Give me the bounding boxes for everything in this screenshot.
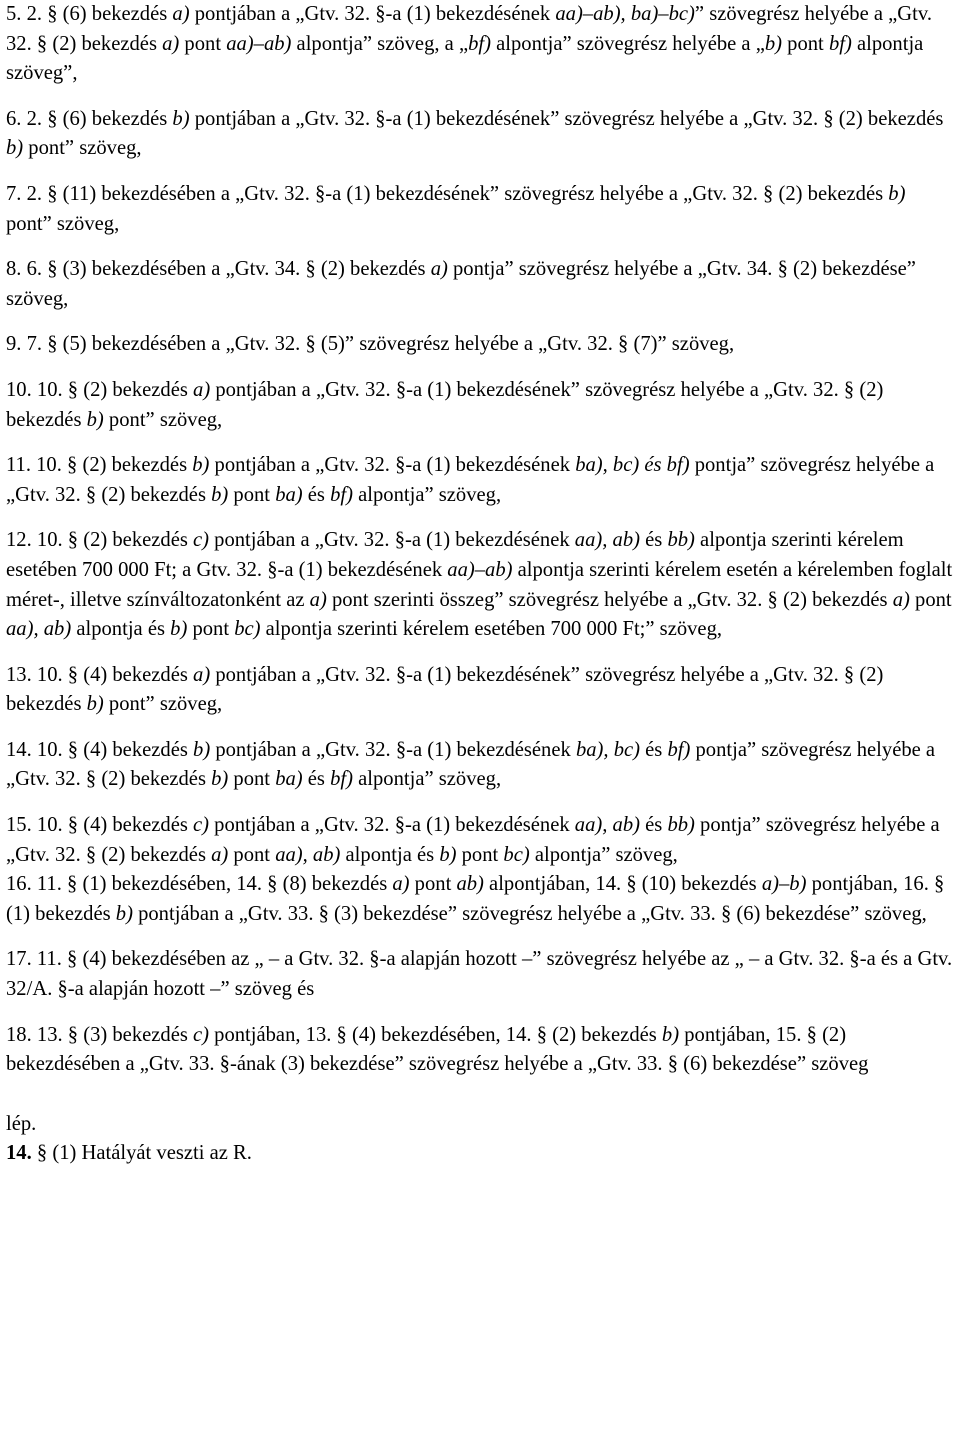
amendment-paragraph bbox=[6, 330, 954, 360]
italic-reference: a) bbox=[193, 378, 211, 401]
paragraph-text: alpontja” szöveg, bbox=[529, 843, 678, 866]
amendment-paragraph bbox=[6, 0, 954, 89]
italic-reference: a) bbox=[392, 873, 410, 896]
italic-reference: c) bbox=[193, 529, 210, 552]
italic-reference: aa)–ab) bbox=[226, 32, 292, 55]
italic-reference: b) bbox=[6, 137, 24, 160]
italic-reference: aa), ab) bbox=[275, 843, 341, 866]
amendment-paragraph bbox=[6, 180, 954, 239]
italic-reference: b) bbox=[211, 483, 229, 506]
paragraph-text: pont” szöveg, bbox=[103, 408, 223, 431]
italic-reference: aa), ab) bbox=[574, 814, 640, 837]
paragraph-text: és bbox=[640, 814, 668, 837]
paragraph-text: pontjában a „Gtv. 32. §-a (1) bekezdésének” szövegrész helyébe a „Gtv. 32. § (2) bekezdés bbox=[189, 107, 944, 130]
paragraph-text: alpontja szerinti kérelem esetében 700 000 Ft;” szöveg, bbox=[260, 618, 723, 641]
paragraph-text: pontjában, 15. § (2) bekezdésében a „Gtv. 33. §-ának (3) bekezdése” szövegrész helyébe a „Gtv. 33. § (6) bekezdése” szöveg bbox=[6, 1023, 869, 1076]
paragraph-text: pontjában a „Gtv. 32. §-a (1) bekezdésének” szövegrész helyébe a „Gtv. 32. § (2) bekezdés bbox=[6, 663, 884, 716]
paragraph-text: 18. 13. § (3) bekezdés bbox=[6, 1023, 194, 1046]
italic-reference: b) bbox=[192, 454, 210, 477]
amendment-paragraph bbox=[6, 811, 954, 870]
italic-reference: aa), ab) bbox=[574, 529, 640, 552]
italic-reference: c) bbox=[193, 814, 210, 837]
paragraph-text: alpontjában, 14. § (10) bekezdés bbox=[483, 873, 762, 896]
paragraph-text: pontjában a „Gtv. 32. §-a (1) bekezdésének bbox=[209, 814, 575, 837]
amendment-paragraph bbox=[6, 736, 954, 795]
italic-reference: aa)–ab) bbox=[447, 558, 513, 581]
paragraph-text: pontja” szövegrész helyébe a „Gtv. 32. § (2) bekezdés bbox=[6, 814, 940, 866]
paragraph-text: pontja” szövegrész helyébe a „Gtv. 32. § (2) bekezdés bbox=[6, 738, 936, 791]
italic-reference: bb) bbox=[667, 529, 695, 552]
paragraph-text: pont szerinti összeg” szövegrész helyébe a „Gtv. 32. § (2) bekezdés bbox=[326, 588, 893, 611]
italic-reference: a) bbox=[430, 258, 448, 281]
paragraph-text: 13. 10. § (4) bekezdés bbox=[6, 663, 194, 686]
italic-reference: b) bbox=[86, 408, 104, 431]
paragraph-text: pont bbox=[228, 768, 276, 791]
amendment-paragraph bbox=[6, 376, 954, 435]
paragraph-text: pont bbox=[909, 588, 952, 611]
paragraph-text: alpontja szerinti kérelem esetén a kérelemben foglalt méret-, illetve színváltozatonként az bbox=[6, 558, 953, 611]
paragraph-text: 7. 2. § (11) bekezdésében a „Gtv. 32. §-a (1) bekezdésének” szövegrész helyébe a „Gtv. 32. § (2) bekezdés bbox=[6, 182, 889, 205]
amendment-paragraph bbox=[6, 451, 954, 510]
paragraph-text: pontja” szövegrész helyébe a „Gtv. 34. § (2) bekezdése” szöveg, bbox=[6, 258, 916, 310]
paragraph-text: alpontja” szövegrész helyébe a „ bbox=[490, 32, 765, 55]
italic-reference: b) bbox=[193, 738, 211, 761]
italic-reference: ba) bbox=[275, 768, 303, 791]
paragraph-text: pont bbox=[409, 873, 457, 896]
paragraph-text: alpontja és bbox=[71, 618, 171, 641]
amendment-paragraph bbox=[6, 945, 954, 1004]
section-text: § (1) Hatályát veszti az R. bbox=[31, 1142, 252, 1165]
italic-reference: aa), ab) bbox=[6, 618, 72, 641]
italic-reference: bb) bbox=[667, 814, 695, 837]
italic-reference: a) bbox=[172, 3, 190, 25]
paragraph-text: ” szövegrész helyébe a „Gtv. 32. § (2) bekezdés bbox=[6, 3, 932, 55]
paragraph-text: pontjában a „Gtv. 32. §-a (1) bekezdésének bbox=[209, 454, 576, 477]
paragraph-text: 14. 10. § (4) bekezdés bbox=[6, 738, 194, 761]
italic-reference: c) bbox=[193, 1023, 210, 1046]
paragraph-text: pont bbox=[228, 483, 276, 506]
paragraph-text: pontjában a „Gtv. 32. §-a (1) bekezdésének bbox=[209, 529, 575, 552]
amendment-paragraph bbox=[6, 105, 954, 164]
italic-reference: bf) bbox=[468, 32, 491, 55]
paragraph-text: pontjában, 13. § (4) bekezdésében, 14. § (2) bekezdés bbox=[209, 1023, 662, 1046]
paragraph-text: 8. 6. § (3) bekezdésében a „Gtv. 34. § (2) bekezdés bbox=[6, 258, 431, 281]
italic-reference: a) bbox=[892, 588, 910, 611]
paragraph-text: 11. 10. § (2) bekezdés bbox=[6, 454, 193, 477]
paragraph-text: alpontja” szöveg, bbox=[352, 483, 502, 506]
paragraph-text: 10. 10. § (2) bekezdés bbox=[6, 378, 194, 401]
paragraph-text: pont bbox=[228, 843, 276, 866]
paragraph-text: pont bbox=[187, 618, 235, 641]
paragraph-text: 6. 2. § (6) bekezdés bbox=[6, 107, 173, 130]
italic-reference: b) bbox=[170, 618, 188, 641]
paragraph-text: alpontja és bbox=[340, 843, 440, 866]
closing-lep: lép. bbox=[6, 1112, 37, 1135]
paragraph-text: és bbox=[302, 483, 331, 506]
paragraph-text: alpontja szerinti kérelem esetében 700 000 Ft; a Gtv. 32. §-a (1) bekezdésének bbox=[6, 529, 904, 581]
italic-reference: b) bbox=[172, 107, 190, 130]
paragraph-text: 17. 11. § (4) bekezdésében az „ – a Gtv. 32. §-a alapján hozott –” szövegrész helyébe az „ – a Gtv. 32. §-a és a Gtv. 32/A. §-a alapján hozott –” szöveg és bbox=[6, 948, 953, 1001]
italic-reference: bc) bbox=[234, 618, 261, 641]
italic-reference: bf) bbox=[330, 768, 353, 791]
italic-reference: b) bbox=[86, 693, 104, 716]
italic-reference: bf) bbox=[667, 738, 691, 761]
italic-reference: ba), bc) bbox=[575, 738, 640, 761]
paragraph-text: és bbox=[640, 529, 668, 552]
paragraph-text: alpontja” szöveg, a „ bbox=[291, 32, 469, 55]
paragraph-text: alpontja” szöveg, bbox=[352, 768, 502, 791]
italic-reference: bf) bbox=[828, 32, 852, 55]
italic-reference: aa)–ab), ba)–bc) bbox=[555, 3, 695, 25]
italic-reference: a) bbox=[193, 663, 211, 686]
paragraph-text: pontjában a „Gtv. 32. §-a (1) bekezdésének bbox=[189, 3, 556, 25]
italic-reference: b) bbox=[888, 182, 906, 205]
paragraph-text: pont bbox=[179, 32, 227, 55]
amendment-paragraph bbox=[6, 526, 954, 644]
amendment-paragraph bbox=[6, 870, 954, 929]
italic-reference: a) bbox=[162, 32, 180, 55]
amendment-paragraph bbox=[6, 255, 954, 314]
italic-reference: bc) bbox=[503, 843, 530, 866]
amendment-list bbox=[6, 0, 954, 1080]
paragraph-text: pontjában a „Gtv. 32. §-a (1) bekezdésének” szövegrész helyébe a „Gtv. 32. § (2) bekezdés bbox=[6, 378, 884, 431]
amendment-paragraph bbox=[6, 661, 954, 720]
italic-reference: ba) bbox=[275, 483, 303, 506]
paragraph-text: pontjában a „Gtv. 33. § (3) bekezdése” szövegrész helyébe a „Gtv. 33. § (6) bekezdése” szöveg, bbox=[132, 902, 927, 925]
section-number: 14. bbox=[6, 1142, 32, 1165]
italic-reference: ba), bc) és bf) bbox=[575, 454, 690, 477]
italic-reference: b) bbox=[661, 1023, 680, 1046]
paragraph-text: pont” szöveg, bbox=[103, 693, 223, 716]
italic-reference: ab) bbox=[456, 873, 484, 896]
paragraph-text: pontjában, 16. § (1) bekezdés bbox=[6, 873, 945, 925]
paragraph-text: 5. 2. § (6) bekezdés bbox=[6, 3, 173, 25]
italic-reference: b) bbox=[764, 32, 783, 55]
italic-reference: a) bbox=[211, 843, 229, 866]
italic-reference: b) bbox=[211, 768, 229, 791]
amendment-paragraph bbox=[6, 1021, 954, 1080]
paragraph-text: 9. 7. § (5) bekezdésében a „Gtv. 32. § (5)” szövegrész helyébe a „Gtv. 32. § (7)” szöveg, bbox=[6, 333, 735, 356]
paragraph-text: pontjában a „Gtv. 32. §-a (1) bekezdésének bbox=[210, 738, 576, 761]
italic-reference: a)–b) bbox=[761, 873, 807, 896]
paragraph-text: alpontja szöveg”, bbox=[6, 32, 924, 85]
section-14 bbox=[6, 1139, 954, 1169]
paragraph-text: és bbox=[302, 768, 331, 791]
paragraph-text: 12. 10. § (2) bekezdés bbox=[6, 529, 194, 552]
italic-reference: bf) bbox=[330, 483, 353, 506]
italic-reference: a) bbox=[309, 588, 327, 611]
paragraph-text: pont bbox=[782, 32, 829, 55]
paragraph-text: pont bbox=[456, 843, 504, 866]
paragraph-text: 16. 11. § (1) bekezdésében, 14. § (8) bekezdés bbox=[6, 873, 393, 896]
italic-reference: b) bbox=[439, 843, 457, 866]
paragraph-text: pont” szöveg, bbox=[23, 137, 142, 160]
paragraph-text: 15. 10. § (4) bekezdés bbox=[6, 814, 194, 837]
paragraph-text: pont” szöveg, bbox=[6, 212, 120, 235]
italic-reference: b) bbox=[115, 902, 133, 925]
paragraph-text: pontja” szövegrész helyébe a „Gtv. 32. § (2) bekezdés bbox=[6, 454, 935, 506]
paragraph-text: és bbox=[640, 738, 668, 761]
